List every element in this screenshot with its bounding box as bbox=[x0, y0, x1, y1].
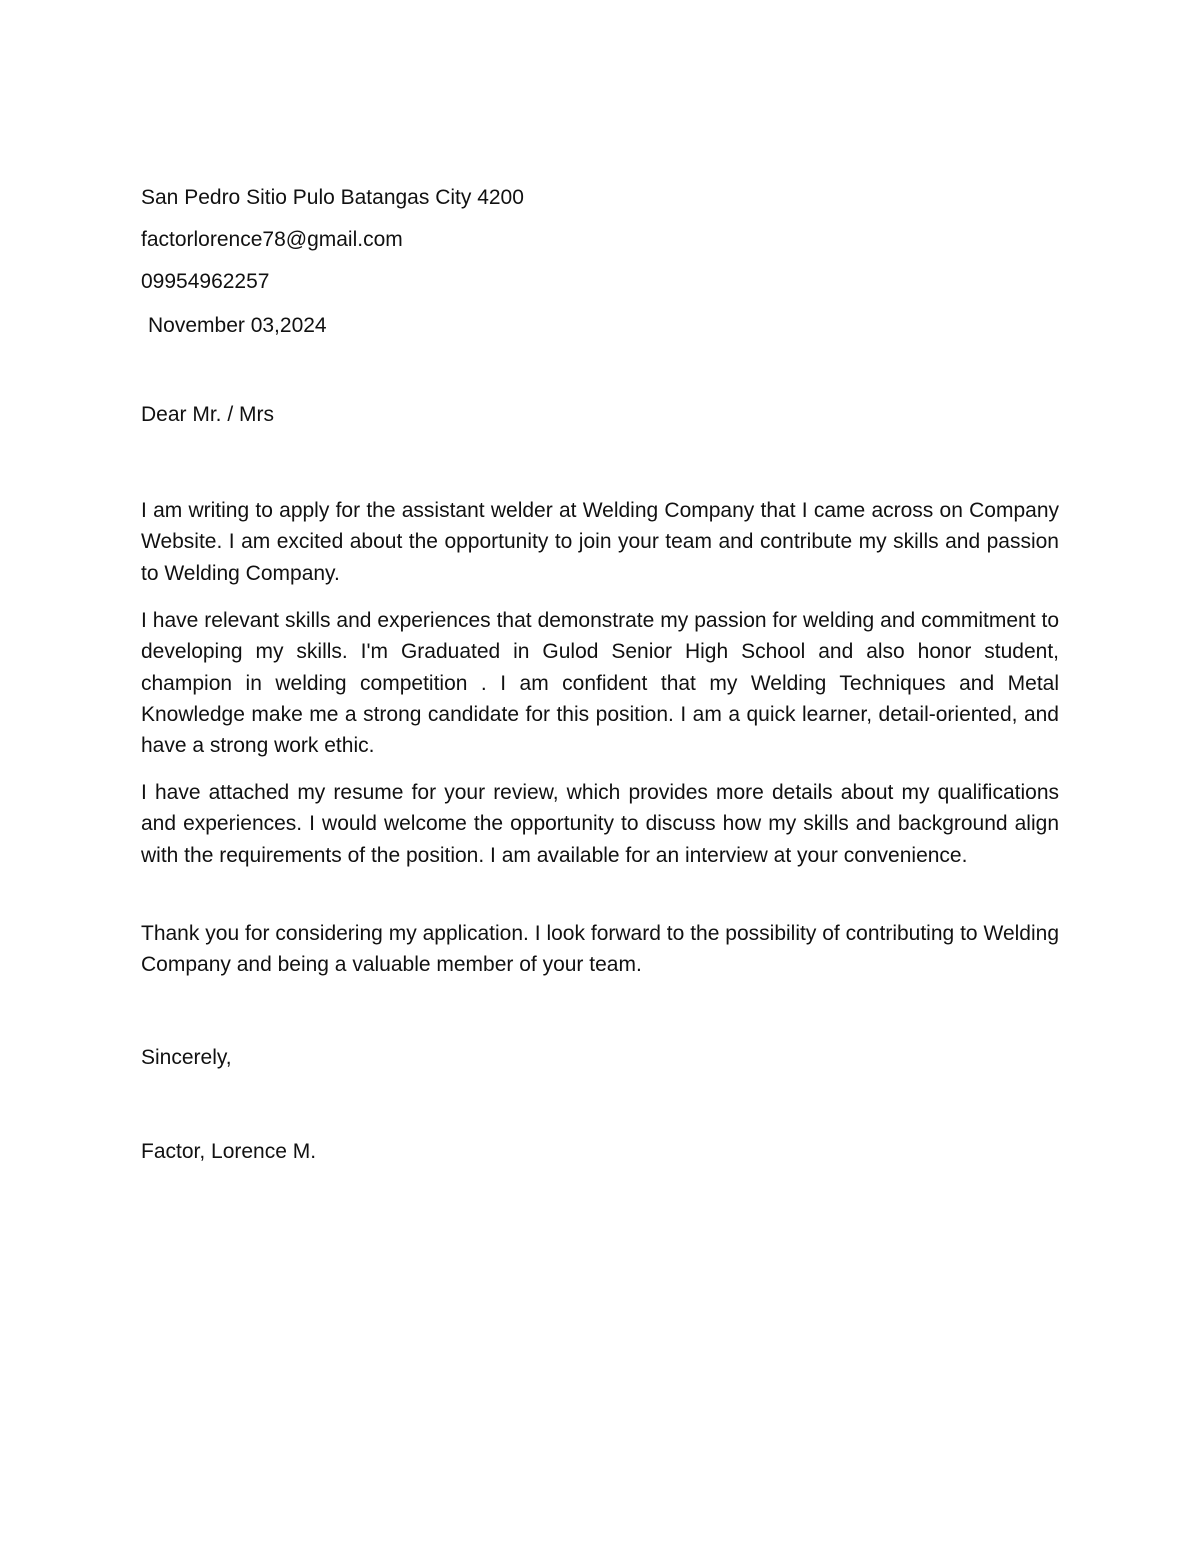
sender-address: San Pedro Sitio Pulo Batangas City 4200 bbox=[141, 186, 524, 209]
body-paragraph-2: I have relevant skills and experiences that demonstrate my passion for welding and commitment to developing my skills. I'm Graduated in Gulod Senior High School and also honor student, champion in welding competition . I am confident that my Welding Techniques and Metal Knowledge make me a strong candidate for this position. I am a quick learner, detail-oriented, and have a strong work ethic. bbox=[141, 609, 1059, 758]
sender-phone: 09954962257 bbox=[141, 270, 270, 293]
signature-name: Factor, Lorence M. bbox=[141, 1140, 317, 1163]
letter-date: November 03,2024 bbox=[148, 314, 327, 337]
sender-email: factorlorence78@gmail.com bbox=[141, 228, 403, 251]
body-paragraph-3: I have attached my resume for your review, which provides more details about my qualifications and experiences. I would welcome the opportunity to discuss how my skills and background align with the requirements of the position. I am available for an interview at your convenience. bbox=[141, 781, 1059, 867]
salutation: Dear Mr. / Mrs bbox=[141, 403, 275, 426]
body-paragraph-4: Thank you for considering my application. I look forward to the possibility of contributing to Welding Company and being a valuable member of your team. bbox=[141, 922, 1059, 977]
closing: Sincerely, bbox=[141, 1046, 232, 1069]
body-paragraph-1: I am writing to apply for the assistant welder at Welding Company that I came across on Company Website. I am excited about the opportunity to join your team and contribute my skills and passion to Welding Company. bbox=[141, 499, 1059, 585]
